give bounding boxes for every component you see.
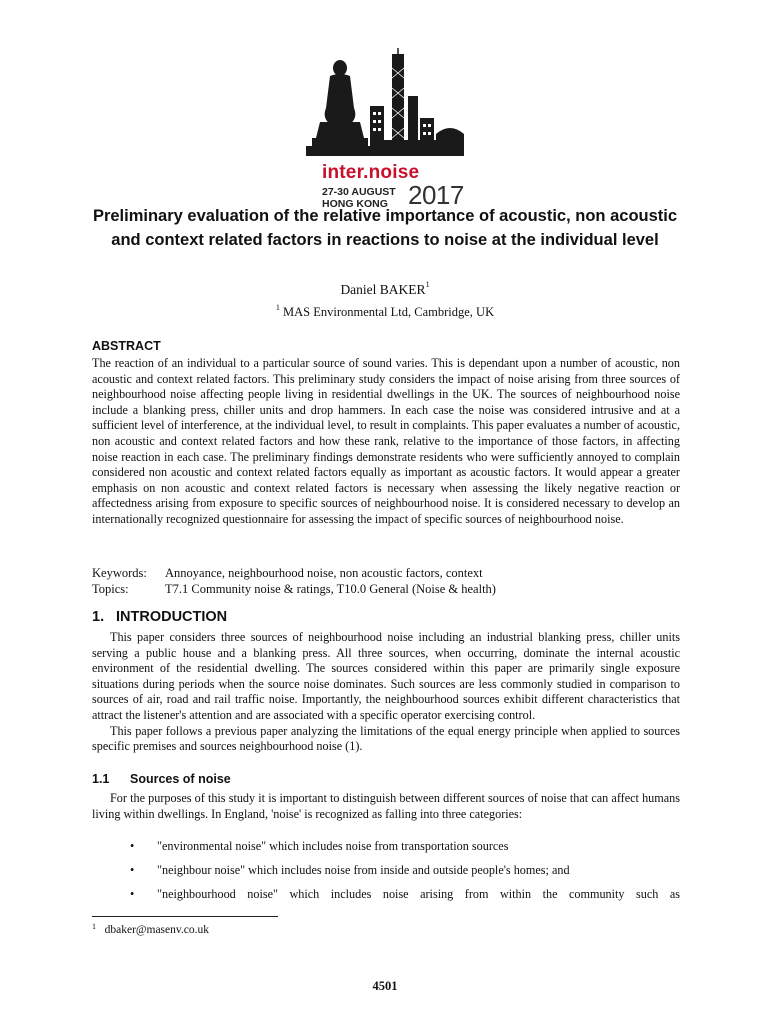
keywords-value: Annoyance, neighbourhood noise, non acoustic factors, context <box>165 566 483 580</box>
author-affiliation-mark: 1 <box>425 280 430 289</box>
section-1-1-heading <box>92 772 231 786</box>
list-item: • "environmental noise" which includes noise from transportation sources <box>130 838 680 862</box>
topics-value: T7.1 Community noise & ratings, T10.0 General (Noise & health) <box>165 582 496 596</box>
conference-logo <box>300 48 470 210</box>
topics-label: Topics: <box>92 582 129 596</box>
affiliation-text: MAS Environmental Ltd, Cambridge, UK <box>283 305 495 319</box>
hong-kong-skyline-logo <box>300 48 470 162</box>
logo-city: HONG KONG <box>322 198 388 210</box>
noise-categories-list <box>130 838 680 910</box>
abstract-heading: ABSTRACT <box>92 339 161 353</box>
footnote-mark: 1 <box>92 922 96 931</box>
section-1-number: 1. <box>92 609 105 625</box>
logo-wordmark: inter.noise <box>322 162 420 183</box>
abstract-text: The reaction of an individual to a particular source of sound varies. This is dependant upon a number of acoustic, non acoustic and context related factors. This preliminary study considers the impact of noise arising from three sources of neighbourhood noise affecting people living in residential dwellings in the UK. The sources of neighbourhood noise include a blanking press, chiller units and drop hammers. In each case the noise was considered intrusive and at a sufficient level of interference, at the individual level, to result in complaints. This paper evaluates a number of acoustic, non acoustic and context related factors and how these rank, relative to the importance of those factors, in affecting noise reaction in each case. The preliminary findings demonstrate residents who were sufficiently annoyed to complain considered non acoustic and context related factors equally as important as acoustic factors. It would appear a greater emphasis on non acoustic and context related factors is necessary when assessing the likely negative reaction or affectedness arising from exposure to specific sources of neighbourhood noise. It is considered necessary to develop an internationally recognized questionnaire for assessing the impact of specific sources of neighbourhood noise. <box>92 356 680 526</box>
footnote-email[interactable]: dbaker@masenv.co.uk <box>104 924 209 936</box>
section-1-1-number: 1.1 <box>92 772 110 786</box>
keywords-line <box>92 565 483 581</box>
logo-date-range: 27-30 AUGUST <box>322 186 396 198</box>
section-1-heading <box>92 609 227 625</box>
affiliation-line <box>0 305 770 320</box>
section-1-1-paragraph: For the purposes of this study it is important to distinguish between different sources of noise that can affect humans living within dwellings. In England, 'noise' is recognized as falling into three categories: <box>92 791 680 821</box>
keywords-label: Keywords: <box>92 566 147 580</box>
list-item: • "neighbour noise" which includes noise from inside and outside people's homes; and <box>130 862 680 886</box>
footnote-rule <box>92 916 278 917</box>
section-1-1-title: Sources of noise <box>130 772 231 786</box>
section-1-body <box>92 630 680 755</box>
page-number: 4501 <box>372 979 398 993</box>
topics-line <box>92 581 496 597</box>
footnote <box>92 924 209 936</box>
paper-title: Preliminary evaluation of the relative importance of acoustic, non acoustic and context related factors in reactions to noise at the individual level <box>92 207 678 249</box>
list-item: • "neighbourhood noise" which includes noise arising from within the community such as <box>130 886 680 910</box>
affiliation-mark: 1 <box>275 303 280 312</box>
section-1-1-body <box>92 791 680 822</box>
logo-year: 2017 <box>408 180 464 210</box>
author-line <box>0 282 770 298</box>
author-name: Daniel BAKER <box>340 282 426 297</box>
section-1-title: INTRODUCTION <box>116 609 228 625</box>
section-1-paragraph: This paper considers three sources of neighbourhood noise including an industrial blanking press, chiller units serving a public house and a blanking press. All three sources, when occurring, dominate the internal acoustic environment of the residential dwelling. The sources considered within this paper are primarily single exposure situations during periods when the source noise dominates. Such sources are less commonly studied in comparison to sources of air, road and rail traffic noise. Importantly, the neighbourhood sources exhibit different characteristics that attract the listener's attention and are associated with a specific operator exercising control. <box>92 630 680 722</box>
section-1-paragraph: This paper follows a previous paper analyzing the limitations of the equal energy principle when applied to sources specific premises and sources neighbourhood noise (1). <box>92 723 680 754</box>
